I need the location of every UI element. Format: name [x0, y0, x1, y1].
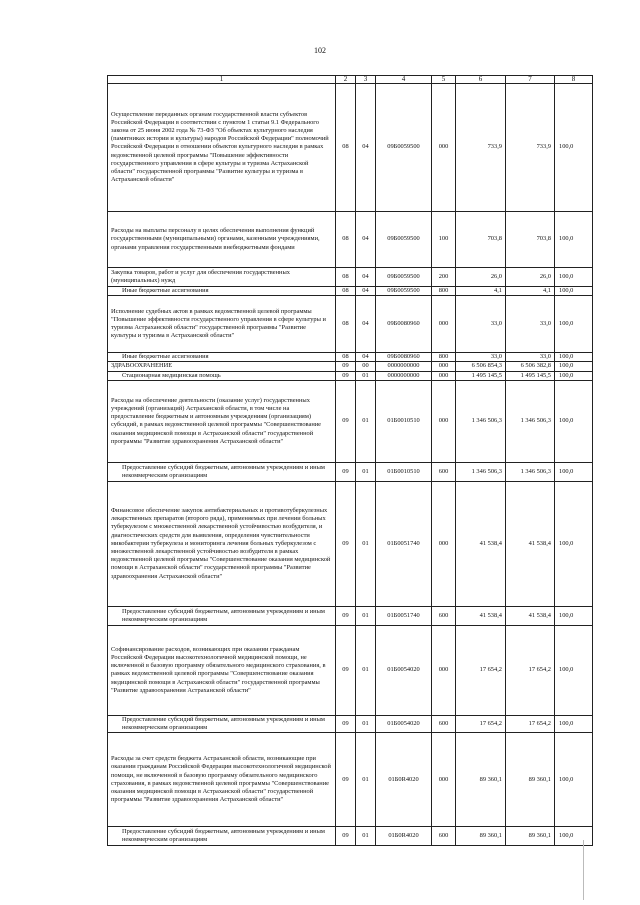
name: Предоставление субсидий бюджетным, автономным учреждениям и иным некоммерческим организациям [108, 827, 336, 846]
planned-amount: 4,1 [456, 287, 506, 296]
execution-percent: 100,0 [555, 296, 593, 353]
subsection-code: 01 [356, 380, 376, 462]
target-article-code: 09Б0080960 [376, 353, 432, 362]
budget-table [107, 75, 593, 846]
executed-amount: 17 654,2 [506, 625, 555, 715]
target-article-code: 01Б0054020 [376, 715, 432, 732]
column-header: 1 [108, 76, 336, 84]
name: Закупка товаров, работ и услуг для обеспечения государственных (муниципальных) нужд [108, 268, 336, 287]
execution-percent: 100,0 [555, 733, 593, 827]
column-header: 5 [432, 76, 456, 84]
name: Предоставление субсидий бюджетным, автономным учреждениям и иным некоммерческим организациям [108, 606, 336, 625]
executed-amount: 733,9 [506, 84, 555, 212]
section-code: 09 [336, 462, 356, 481]
target-article-code: 09Б0059500 [376, 268, 432, 287]
target-article-code: 0000000000 [376, 371, 432, 380]
execution-percent: 100,0 [555, 481, 593, 606]
executed-amount: 4,1 [506, 287, 555, 296]
expense-type-code: 000 [432, 380, 456, 462]
planned-amount: 1 346 506,3 [456, 380, 506, 462]
executed-amount: 703,8 [506, 212, 555, 268]
name: Расходы на выплаты персоналу в целях обеспечения выполнения функций государственными (муниципальными) органами, казенными учреждениями, органами управления государственными внебюджетными фондами [108, 212, 336, 268]
executed-amount: 33,0 [506, 296, 555, 353]
section-code: 09 [336, 606, 356, 625]
section-code: 08 [336, 353, 356, 362]
subsection-code: 01 [356, 606, 376, 625]
execution-percent: 100,0 [555, 715, 593, 732]
subsection-code: 00 [356, 362, 376, 371]
execution-percent: 100,0 [555, 268, 593, 287]
section-code: 09 [336, 733, 356, 827]
table-row [108, 287, 593, 296]
expense-type-code: 200 [432, 268, 456, 287]
page-number: 102 [314, 46, 326, 55]
name: Расходы за счет средств бюджета Астраханской области, возникающие при оказании гражданам Российской Федерации высокотехнологичной медицинской помощи, не включенной в базовую программу обязательного медицинского страхования, в рамках ведомственной целевой программы "Совершенствование оказания медицинской помощи в Астраханской области" государственной программы "Развитие здравоохранения Астраханской области" [108, 733, 336, 827]
planned-amount: 33,0 [456, 353, 506, 362]
executed-amount: 89 360,1 [506, 827, 555, 846]
section-code: 09 [336, 371, 356, 380]
table-row [108, 371, 593, 380]
table-header-row [108, 76, 593, 84]
table-row [108, 606, 593, 625]
expense-type-code: 000 [432, 371, 456, 380]
column-header: 3 [356, 76, 376, 84]
subsection-code: 04 [356, 268, 376, 287]
subsection-code: 04 [356, 84, 376, 212]
target-article-code: 09Б0059500 [376, 212, 432, 268]
executed-amount: 26,0 [506, 268, 555, 287]
table-row [108, 212, 593, 268]
table-row [108, 296, 593, 353]
execution-percent: 100,0 [555, 287, 593, 296]
name: Исполнение судебных актов в рамках ведомственной целевой программы "Повышение эффективности государственного управления в сфере культуры и туризма Астраханской области" государственной программы "Развитие культуры и туризма в Астраханской области" [108, 296, 336, 353]
section-code: 08 [336, 212, 356, 268]
column-header: 2 [336, 76, 356, 84]
execution-percent: 100,0 [555, 84, 593, 212]
execution-percent: 100,0 [555, 827, 593, 846]
subsection-code: 01 [356, 733, 376, 827]
executed-amount: 1 346 506,3 [506, 380, 555, 462]
table-row [108, 481, 593, 606]
expense-type-code: 600 [432, 715, 456, 732]
section-code: 09 [336, 380, 356, 462]
subsection-code: 04 [356, 296, 376, 353]
planned-amount: 89 360,1 [456, 733, 506, 827]
executed-amount: 17 654,2 [506, 715, 555, 732]
planned-amount: 17 654,2 [456, 625, 506, 715]
name: Предоставление субсидий бюджетным, автономным учреждениям и иным некоммерческим организациям [108, 462, 336, 481]
execution-percent: 100,0 [555, 362, 593, 371]
subsection-code: 01 [356, 462, 376, 481]
table-row [108, 268, 593, 287]
target-article-code: 01Б0R4020 [376, 827, 432, 846]
margin-line [583, 840, 584, 900]
planned-amount: 89 360,1 [456, 827, 506, 846]
expense-type-code: 000 [432, 362, 456, 371]
expense-type-code: 000 [432, 733, 456, 827]
target-article-code: 01Б0051740 [376, 481, 432, 606]
target-article-code: 01Б0010510 [376, 380, 432, 462]
expense-type-code: 000 [432, 296, 456, 353]
section-code: 08 [336, 84, 356, 212]
expense-type-code: 000 [432, 481, 456, 606]
section-code: 09 [336, 827, 356, 846]
expense-type-code: 000 [432, 84, 456, 212]
expense-type-code: 800 [432, 353, 456, 362]
table-row [108, 353, 593, 362]
planned-amount: 26,0 [456, 268, 506, 287]
executed-amount: 6 506 382,8 [506, 362, 555, 371]
target-article-code: 01Б0R4020 [376, 733, 432, 827]
subsection-code: 04 [356, 212, 376, 268]
target-article-code: 01Б0051740 [376, 606, 432, 625]
expense-type-code: 600 [432, 827, 456, 846]
name: ЗДРАВООХРАНЕНИЕ [108, 362, 336, 371]
expense-type-code: 100 [432, 212, 456, 268]
expense-type-code: 800 [432, 287, 456, 296]
column-header: 6 [456, 76, 506, 84]
expense-type-code: 000 [432, 625, 456, 715]
column-header: 8 [555, 76, 593, 84]
section-code: 08 [336, 287, 356, 296]
table-row [108, 362, 593, 371]
execution-percent: 100,0 [555, 462, 593, 481]
section-code: 09 [336, 625, 356, 715]
planned-amount: 17 654,2 [456, 715, 506, 732]
name: Предоставление субсидий бюджетным, автономным учреждениям и иным некоммерческим организациям [108, 715, 336, 732]
execution-percent: 100,0 [555, 371, 593, 380]
subsection-code: 01 [356, 481, 376, 606]
planned-amount: 703,8 [456, 212, 506, 268]
subsection-code: 01 [356, 625, 376, 715]
executed-amount: 41 538,4 [506, 481, 555, 606]
table-row [108, 462, 593, 481]
section-code: 09 [336, 481, 356, 606]
name: Расходы на обеспечение деятельности (оказание услуг) государственных учреждений (организаций) Астраханской области, в том числе на предоставление бюджетным и автономным учреждениям (организациям) субсидий, в рамках ведомственной целевой программы "Совершенствование оказания медицинской помощи в Астраханской области" государственной программы "Развитие здравоохранения Астраханской области" [108, 380, 336, 462]
column-header: 4 [376, 76, 432, 84]
section-code: 09 [336, 362, 356, 371]
table-row [108, 625, 593, 715]
execution-percent: 100,0 [555, 353, 593, 362]
executed-amount: 89 360,1 [506, 733, 555, 827]
name: Стационарная медицинская помощь [108, 371, 336, 380]
name: Иные бюджетные ассигнования [108, 353, 336, 362]
planned-amount: 41 538,4 [456, 606, 506, 625]
planned-amount: 33,0 [456, 296, 506, 353]
planned-amount: 1 495 145,5 [456, 371, 506, 380]
target-article-code: 01Б0010510 [376, 462, 432, 481]
subsection-code: 01 [356, 827, 376, 846]
execution-percent: 100,0 [555, 380, 593, 462]
target-article-code: 09Б0080960 [376, 296, 432, 353]
name: Софинансирование расходов, возникающих при оказании гражданам Российской Федерации высокотехнологичной медицинской помощи, не включенной в базовую программу обязательного медицинского страхования, в рамках ведомственной целевой программы "Совершенствование оказания медицинской помощи в Астраханской области" государственной программы "Развитие здравоохранения Астраханской области" [108, 625, 336, 715]
planned-amount: 41 538,4 [456, 481, 506, 606]
expense-type-code: 600 [432, 606, 456, 625]
subsection-code: 04 [356, 287, 376, 296]
expense-type-code: 600 [432, 462, 456, 481]
planned-amount: 1 346 506,3 [456, 462, 506, 481]
execution-percent: 100,0 [555, 625, 593, 715]
table-row [108, 84, 593, 212]
subsection-code: 04 [356, 353, 376, 362]
executed-amount: 33,0 [506, 353, 555, 362]
table-row [108, 733, 593, 827]
execution-percent: 100,0 [555, 606, 593, 625]
executed-amount: 1 495 145,5 [506, 371, 555, 380]
table-row [108, 380, 593, 462]
column-header: 7 [506, 76, 555, 84]
subsection-code: 01 [356, 371, 376, 380]
name: Осуществление переданных органам государственной власти субъектов Российской Федерации в соответствии с пунктом 1 статьи 9.1 Федерального закона от 25 июня 2002 года № 73-ФЗ "Об объектах культурного наследия (памятниках истории и культуры) народов Российской Федерации" полномочий Российской Федерации в отношении объектов культурного наследия в рамках ведомственной целевой программы "Повышение эффективности государственного управления в сфере культуры и туризма Астраханской области" государственной программы "Развитие культуры и туризма в Астраханской области" [108, 84, 336, 212]
target-article-code: 09Б0059500 [376, 287, 432, 296]
section-code: 08 [336, 296, 356, 353]
target-article-code: 0000000000 [376, 362, 432, 371]
name: Иные бюджетные ассигнования [108, 287, 336, 296]
planned-amount: 6 506 854,3 [456, 362, 506, 371]
section-code: 08 [336, 268, 356, 287]
section-code: 09 [336, 715, 356, 732]
target-article-code: 09Б0059500 [376, 84, 432, 212]
planned-amount: 733,9 [456, 84, 506, 212]
name: Финансовое обеспечение закупок антибактериальных и противотуберкулезных лекарственных препаратов (второго ряда), применяемых при лечении больных туберкулезом с множественной лекарственной устойчивостью возбудителя, и диагностических средств для выявления, определения чувствительности микобактерии туберкулеза и мониторинга лечения больных туберкулезом с множественной лекарственной устойчивостью возбудителя в рамках ведомственной целевой программы "Совершенствование оказания медицинской помощи в Астраханской области" государственной программы "Развитие здравоохранения Астраханской области" [108, 481, 336, 606]
execution-percent: 100,0 [555, 212, 593, 268]
table-row [108, 827, 593, 846]
target-article-code: 01Б0054020 [376, 625, 432, 715]
executed-amount: 41 538,4 [506, 606, 555, 625]
executed-amount: 1 346 506,3 [506, 462, 555, 481]
subsection-code: 01 [356, 715, 376, 732]
table-row [108, 715, 593, 732]
